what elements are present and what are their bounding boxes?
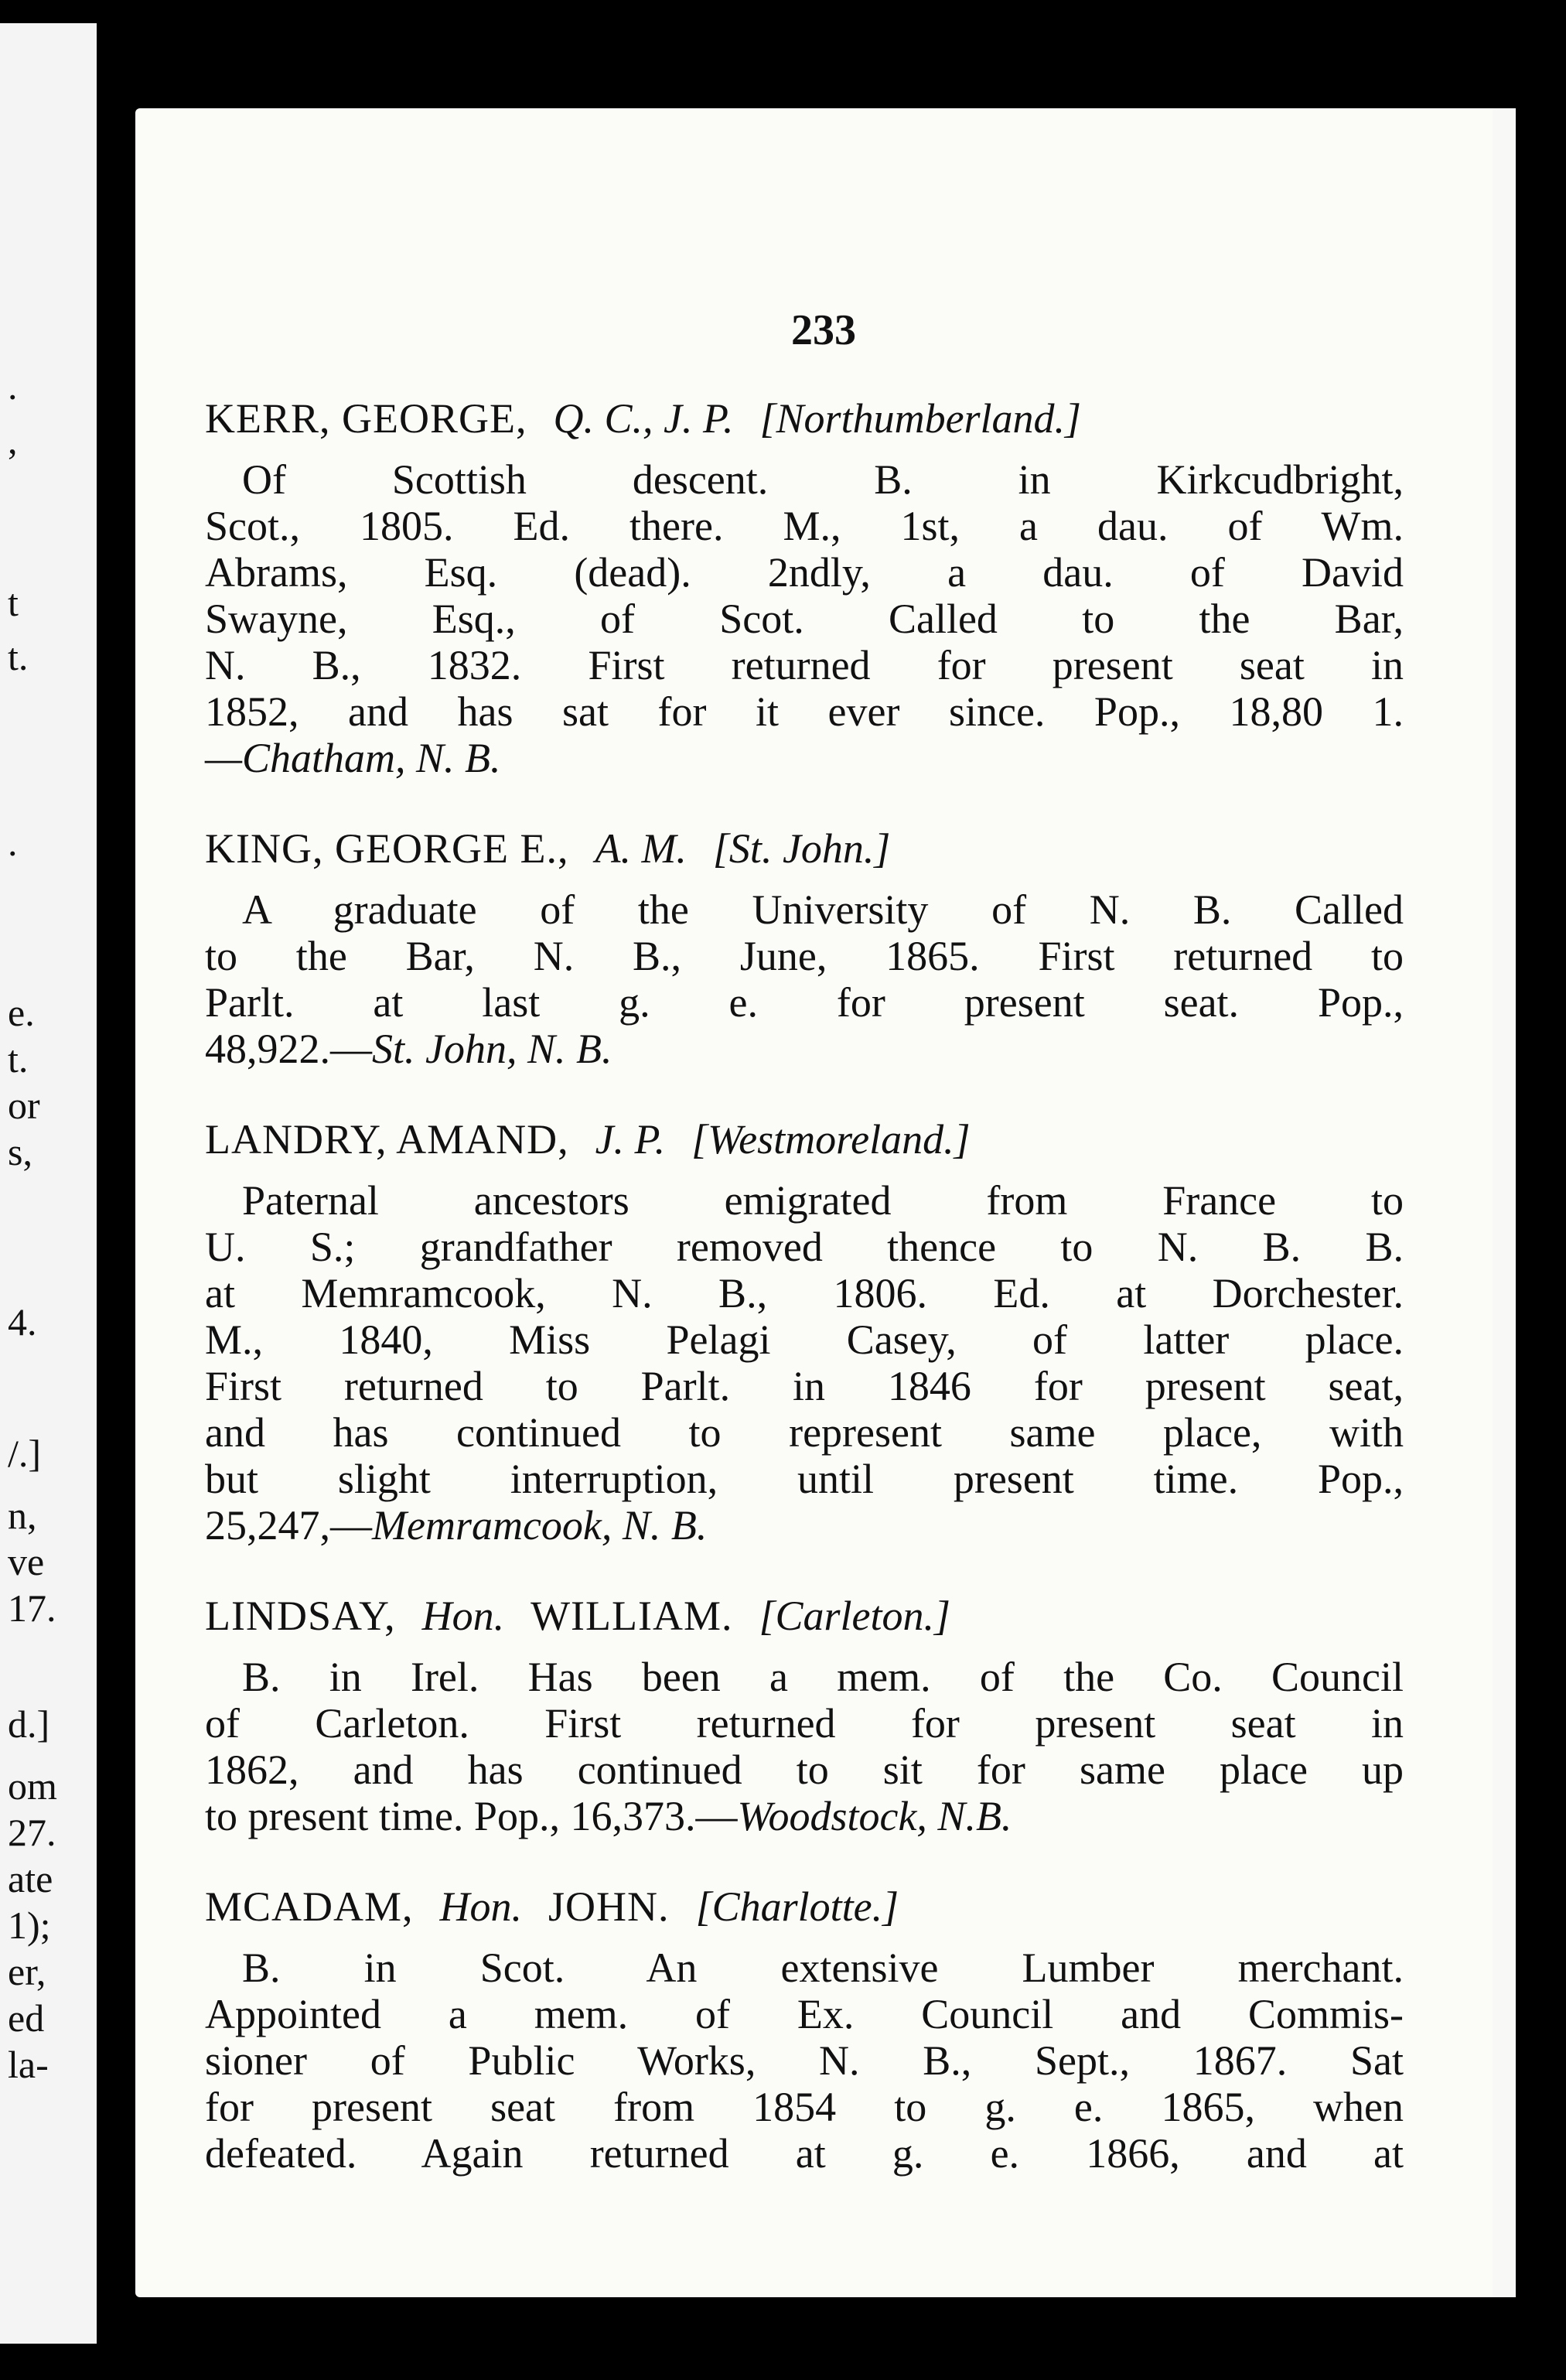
- margin-fragment: s,: [8, 1130, 32, 1173]
- margin-fragment: or: [8, 1084, 40, 1127]
- text-line: B. in Irel. Has been a mem. of the Co. Council: [242, 1654, 1404, 1700]
- text-line: Appointed a mem. of Ex. Council and Commis-: [205, 1991, 1404, 2037]
- margin-fragment: n,: [8, 1494, 37, 1537]
- entry-heading: [205, 1115, 1404, 1163]
- entry-heading: [205, 1883, 1404, 1931]
- member-name: KING, GEORGE E.,: [205, 825, 569, 872]
- constituency: [Westmoreland.]: [691, 1116, 971, 1163]
- population-figure: 25,247,—: [205, 1502, 372, 1549]
- text-line: at Memramcook, N. B., 1806. Ed. at Dorchester.: [205, 1270, 1404, 1316]
- text-line: Swayne, Esq., of Scot. Called to the Bar,: [205, 596, 1404, 642]
- text-line: defeated. Again returned at g. e. 1866, and at: [205, 2130, 1404, 2177]
- member-title: Q. C., J. P.: [553, 395, 734, 442]
- margin-fragment: t.: [8, 1037, 29, 1081]
- member-given-name: JOHN.: [548, 1883, 670, 1930]
- page-right-edge: [1493, 108, 1516, 2297]
- member-name: LANDRY, AMAND,: [205, 1116, 569, 1163]
- margin-fragment: d.]: [8, 1702, 50, 1746]
- text-line: U. S.; grandfather removed thence to N. B. B.: [205, 1224, 1404, 1270]
- text-line: N. B., 1832. First returned for present seat in: [205, 642, 1404, 688]
- margin-fragment: ,: [8, 418, 18, 462]
- constituency: [Carleton.]: [759, 1593, 951, 1639]
- text-line: sioner of Public Works, N. B., Sept., 1867. Sat: [205, 2037, 1404, 2084]
- text-line: [205, 1502, 1404, 1549]
- margin-fragment: t: [8, 581, 19, 624]
- margin-fragment: 1);: [8, 1904, 51, 1947]
- text-line: [205, 1793, 1404, 1839]
- biography-entry: [205, 1883, 1404, 2177]
- page-number: 233: [791, 306, 856, 354]
- text-line: and has continued to represent same place, with: [205, 1409, 1404, 1456]
- biography-entry: [205, 1592, 1404, 1839]
- member-title: A. M.: [595, 825, 687, 872]
- margin-fragment: .: [8, 364, 18, 408]
- biography-entry: [205, 394, 1404, 781]
- text-line: Parlt. at last g. e. for present seat. Pop.,: [205, 979, 1404, 1026]
- text-line: for present seat from 1854 to g. e. 1865, when: [205, 2084, 1404, 2130]
- constituency: [Charlotte.]: [695, 1883, 899, 1930]
- text-line: [205, 1026, 1404, 1072]
- margin-fragment: /.]: [8, 1432, 42, 1475]
- text-line: Abrams, Esq. (dead). 2ndly, a dau. of David: [205, 549, 1404, 596]
- text-line: Of Scottish descent. B. in Kirkcudbright,: [242, 456, 1404, 503]
- biography-entry: [205, 1115, 1404, 1549]
- text-line: but slight interruption, until present time. Pop.,: [205, 1456, 1404, 1502]
- entry-heading: [205, 1592, 1404, 1640]
- page-text: [205, 394, 1404, 2220]
- constituency: [St. John.]: [712, 825, 891, 872]
- margin-fragment: er,: [8, 1950, 46, 1993]
- biography-entry: [205, 825, 1404, 1072]
- member-given-name: WILLIAM.: [531, 1593, 733, 1639]
- margin-fragment: e.: [8, 991, 35, 1034]
- residence: St. John, N. B.: [372, 1026, 612, 1072]
- margin-fragment: t.: [8, 635, 29, 678]
- member-title: Hon.: [439, 1883, 523, 1930]
- population-figure: to present time. Pop., 16,373.—: [205, 1793, 738, 1839]
- text-line: Scot., 1805. Ed. there. M., 1st, a dau. of Wm.: [205, 503, 1404, 549]
- margin-fragment: ate: [8, 1857, 53, 1900]
- margin-fragment: ve: [8, 1540, 45, 1583]
- member-name: MCADAM,: [205, 1883, 414, 1930]
- text-line: 1852, and has sat for it ever since. Pop., 18,80 1.: [205, 688, 1404, 735]
- text-line: 1862, and has continued to sit for same place up: [205, 1747, 1404, 1793]
- residence: Memramcook, N. B.: [372, 1502, 708, 1549]
- population-figure: 48,922.—: [205, 1026, 372, 1072]
- text-line: A graduate of the University of N. B. Called: [242, 886, 1404, 933]
- text-line: First returned to Parlt. in 1846 for present seat,: [205, 1363, 1404, 1409]
- margin-fragment: .: [8, 821, 18, 864]
- margin-fragment: la-: [8, 2043, 49, 2086]
- margin-fragment: 4.: [8, 1300, 37, 1344]
- constituency: [Northumberland.]: [759, 395, 1082, 442]
- margin-fragment: 17.: [8, 1586, 56, 1630]
- text-line: [205, 735, 1404, 781]
- book-page: [135, 108, 1512, 2297]
- member-name: LINDSAY,: [205, 1593, 396, 1639]
- text-line: Paternal ancestors emigrated from France to: [242, 1177, 1404, 1224]
- member-title: J. P.: [595, 1116, 666, 1163]
- text-line: to the Bar, N. B., June, 1865. First returned to: [205, 933, 1404, 979]
- text-line: M., 1840, Miss Pelagi Casey, of latter place.: [205, 1316, 1404, 1363]
- adjacent-page-strip: [0, 23, 97, 2344]
- member-title: Hon.: [421, 1593, 505, 1639]
- member-name: KERR, GEORGE,: [205, 395, 527, 442]
- margin-fragment: om: [8, 1764, 57, 1808]
- residence: Woodstock, N.B.: [737, 1793, 1012, 1839]
- margin-fragment: 27.: [8, 1811, 56, 1854]
- margin-fragment: ed: [8, 1996, 45, 2040]
- text-line: of Carleton. First returned for present seat in: [205, 1700, 1404, 1747]
- entry-heading: [205, 394, 1404, 442]
- residence: —Chatham, N. B.: [205, 735, 501, 781]
- text-line: B. in Scot. An extensive Lumber merchant.: [242, 1945, 1404, 1991]
- entry-heading: [205, 825, 1404, 872]
